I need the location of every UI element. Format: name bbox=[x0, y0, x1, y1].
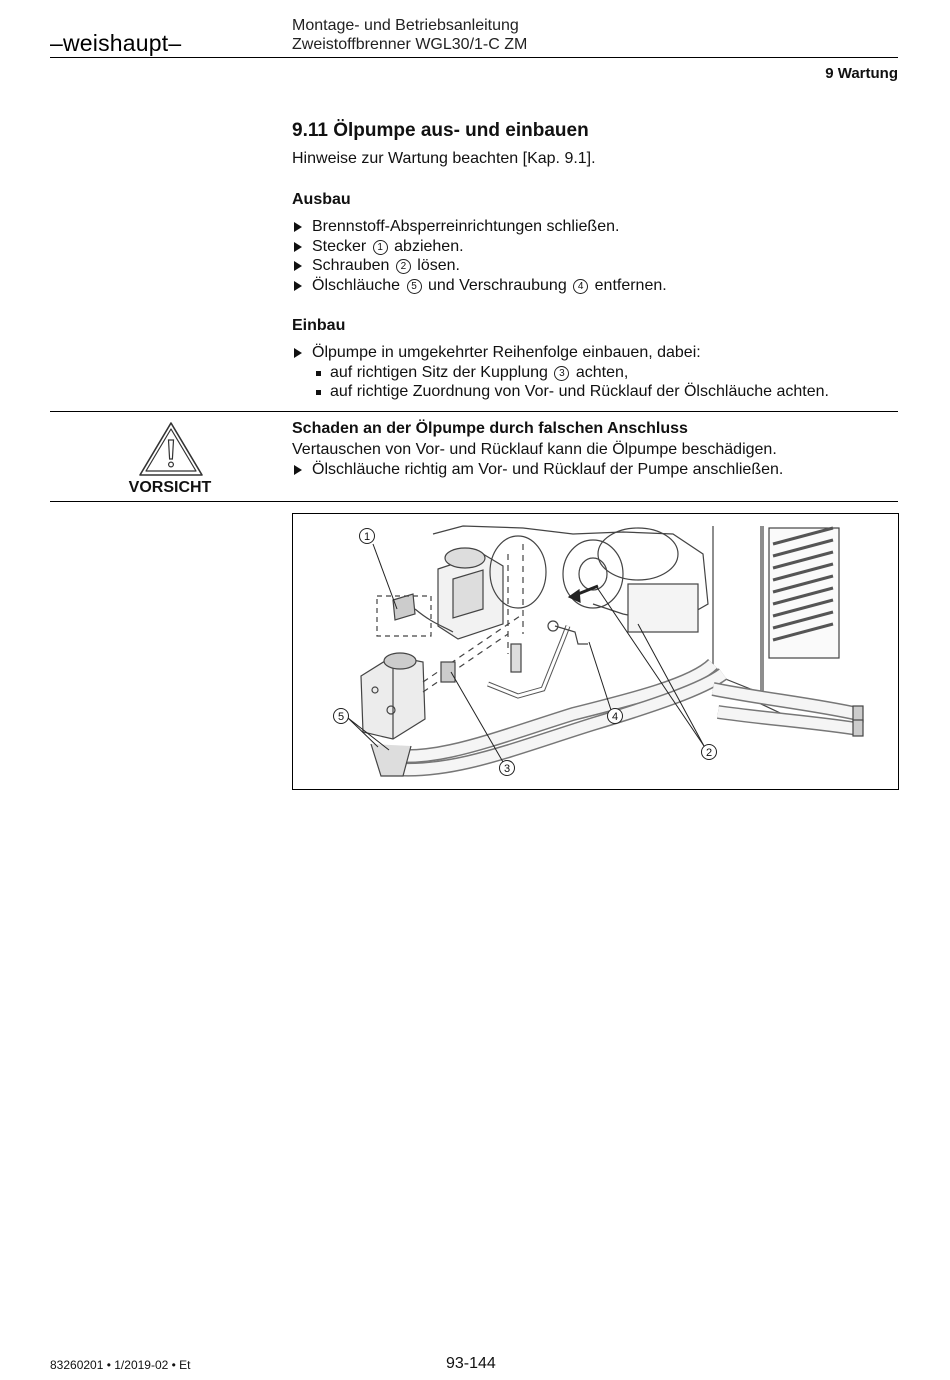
step-text: Schrauben bbox=[312, 257, 390, 275]
warning-top-rule bbox=[50, 411, 898, 412]
bullet-triangle-icon bbox=[294, 281, 302, 291]
svg-text:1: 1 bbox=[363, 531, 371, 543]
step-text: lösen. bbox=[417, 257, 460, 275]
bullet-triangle-icon bbox=[294, 465, 302, 475]
callout-number: 3 bbox=[554, 366, 569, 381]
page-number: 93-144 bbox=[446, 1355, 496, 1372]
einbau-heading: Einbau bbox=[292, 317, 346, 334]
warning-label: VORSICHT bbox=[128, 479, 212, 496]
step-text: Stecker bbox=[312, 237, 367, 255]
bullet-triangle-icon bbox=[294, 222, 302, 232]
step-text: Ölpumpe in umgekehrter Reihenfolge einbauen, dabei: bbox=[312, 344, 701, 361]
step-text: auf richtige Zuordnung von Vor- und Rücklauf der Ölschläuche achten. bbox=[330, 383, 829, 401]
ausbau-steps bbox=[292, 217, 667, 296]
step-text: entfernen. bbox=[594, 277, 667, 295]
section-intro: Hinweise zur Wartung beachten [Kap. 9.1]. bbox=[292, 150, 596, 167]
callout-number: 2 bbox=[396, 259, 411, 274]
list-item bbox=[292, 343, 829, 363]
warning-text: Vertauschen von Vor- und Rücklauf kann die Ölpumpe beschädigen. bbox=[292, 441, 777, 458]
warning-action-text: Ölschläuche richtig am Vor- und Rücklauf der Pumpe anschließen. bbox=[312, 460, 784, 478]
bullet-triangle-icon bbox=[294, 242, 302, 252]
bullet-square-icon bbox=[316, 371, 321, 376]
document-title-line2: Zweistoffbrenner WGL30/1-C ZM bbox=[292, 36, 528, 53]
step-text: auf richtigen Sitz der Kupplung bbox=[330, 363, 548, 381]
bullet-triangle-icon bbox=[294, 348, 302, 358]
step-text: achten, bbox=[575, 363, 629, 381]
einbau-steps bbox=[292, 343, 829, 402]
bullet-square-icon bbox=[316, 390, 321, 395]
ausbau-heading: Ausbau bbox=[292, 191, 351, 208]
warning-bottom-rule bbox=[50, 501, 898, 502]
callout-5 bbox=[334, 709, 349, 724]
brand-logo-text: weishaupt bbox=[63, 30, 169, 56]
step-text: abziehen. bbox=[394, 237, 464, 255]
warning-triangle-icon bbox=[138, 421, 204, 482]
svg-text:4: 4 bbox=[611, 711, 619, 723]
svg-text:2: 2 bbox=[705, 747, 713, 759]
brand-logo: –weishaupt– bbox=[50, 30, 182, 56]
svg-text:3: 3 bbox=[503, 763, 511, 775]
document-title-line1: Montage- und Betriebsanleitung bbox=[292, 17, 519, 34]
document-title bbox=[292, 16, 527, 54]
callout-number: 1 bbox=[373, 240, 388, 255]
callout-2 bbox=[702, 745, 717, 760]
step-text: Brennstoff-Absperreinrichtungen schließen. bbox=[312, 218, 620, 235]
callout-4 bbox=[608, 709, 623, 724]
callout-1 bbox=[360, 529, 375, 544]
step-text: Ölschläuche bbox=[312, 277, 401, 295]
warning-action bbox=[292, 460, 783, 480]
header-divider bbox=[50, 57, 898, 58]
list-item bbox=[292, 217, 667, 237]
list-item bbox=[292, 276, 667, 296]
sub-list-item bbox=[292, 382, 829, 402]
list-item bbox=[292, 256, 667, 276]
callout-number: 4 bbox=[573, 279, 588, 294]
svg-text:5: 5 bbox=[337, 711, 345, 723]
step-text: und Verschraubung bbox=[427, 277, 567, 295]
warning-body bbox=[292, 440, 783, 479]
document-number: 83260201 • 1/2019-02 • Et bbox=[50, 1358, 191, 1372]
section-heading: 9.11 Ölpumpe aus- und einbauen bbox=[292, 120, 589, 141]
list-item bbox=[292, 237, 667, 257]
bullet-triangle-icon bbox=[294, 261, 302, 271]
oil-pump-illustration bbox=[292, 513, 899, 790]
technical-drawing bbox=[293, 514, 898, 789]
warning-title: Schaden an der Ölpumpe durch falschen Anschluss bbox=[292, 420, 688, 437]
sub-list-item bbox=[292, 363, 829, 383]
callout-number: 5 bbox=[407, 279, 422, 294]
callout-3 bbox=[500, 761, 515, 776]
chapter-label: 9 Wartung bbox=[825, 65, 898, 82]
